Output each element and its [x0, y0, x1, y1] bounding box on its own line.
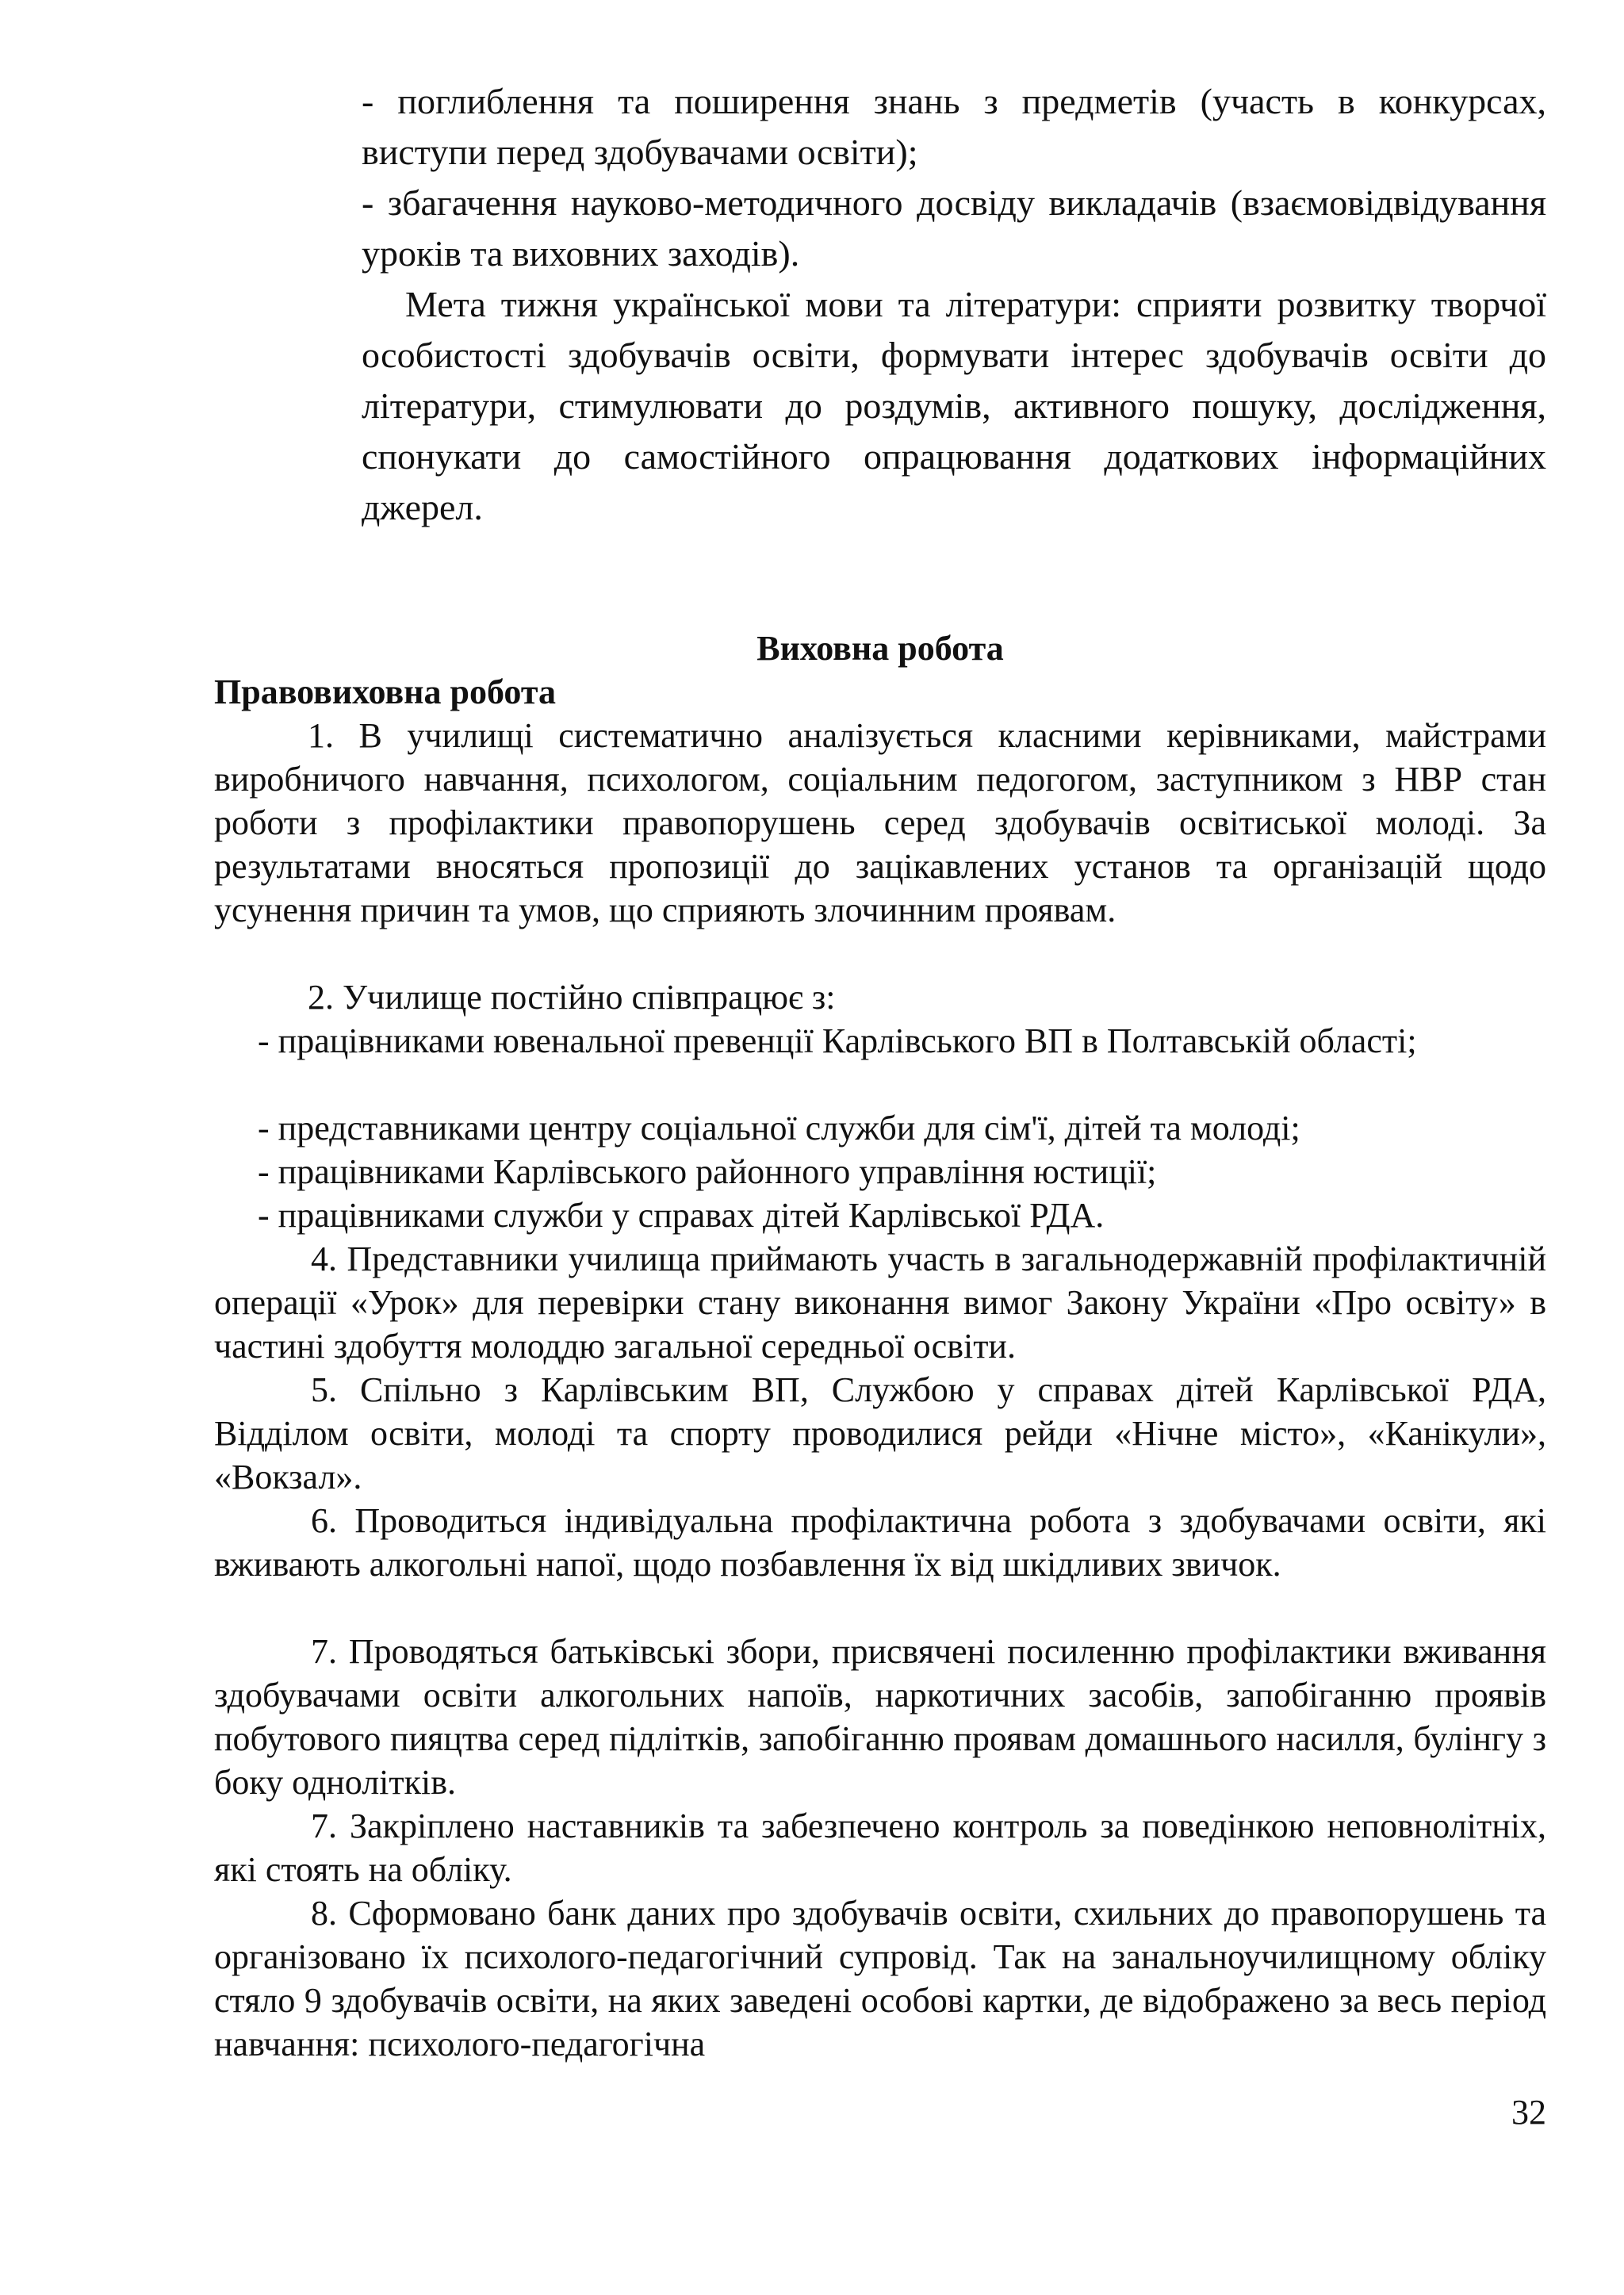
list-item-2: - представниками центру соціальної служби для сім'ї, дітей та молоді;: [258, 1109, 1300, 1148]
paragraph-4: 4. Представники училища приймають участь в загальнодержавній профілактичній операції «Урок» для перевірки стану виконання вимог Закону України «Про освіту» в частині здобуття молоддю загальної середньої освіти.: [214, 1239, 1546, 1366]
paragraph-2: 2. Училище постійно співпрацює з:: [308, 978, 836, 1017]
paragraph-1: 1. В училищі систематично аналізується класними керівниками, майстрами виробничого навчання, психологом, соціальним педогогом, заступником з НВР стан роботи з профілактики правопорушень серед здобувачів освітиської молоді. За результатами вносяться пропозиції до зацікавлених установ та організацій щодо усунення причин та умов, що сприяють злочинним проявам.: [214, 716, 1546, 929]
intro-item-1: - поглиблення та поширення знань з предметів (участь в конкурсах, виступи перед здобувачами освіти);: [362, 81, 1546, 172]
paragraph-5: 5. Спільно з Карлівським ВП, Службою у справах дітей Карлівської РДА, Відділом освіти, молоді та спорту проводилися рейди «Нічне місто», «Канікули», «Вокзал».: [214, 1370, 1546, 1496]
paragraph-6: 6. Проводиться індивідуальна профілактична робота з здобувачами освіти, які вживають алкогольні напої, щодо позбавлення їх від шкідливих звичок.: [214, 1501, 1546, 1584]
paragraph-7b: 7. Закріплено наставників та забезпечено контроль за поведінкою неповнолітніх, які стоять на обліку.: [214, 1806, 1546, 1889]
section-title: Виховна робота: [756, 629, 1004, 668]
list-item-4: - працівниками служби у справах дітей Карлівської РДА.: [258, 1196, 1105, 1235]
intro-goal-paragraph: Мета тижня української мови та літератури: сприяти розвитку творчої особистості здобувачів освіти, формувати інтерес здобувачів освіти до літератури, стимулювати до роздумів, активного пошуку, дослідження, спонукати до самостійного опрацювання додаткових інформаційних джерел.: [362, 284, 1546, 527]
paragraph-7a: 7. Проводяться батьківські збори, присвячені посиленню профілактики вживання здобувачами освіти алкогольних напоїв, наркотичних засобів, запобіганню проявів побутового пияцтва серед підлітків, запобіганню проявам домашнього насилля, булінгу з боку однолітків.: [214, 1632, 1546, 1802]
intro-item-2: - збагачення науково-методичного досвіду викладачів (взаємовідвідування уроків та виховних заходів).: [362, 182, 1546, 274]
list-item-3: - працівниками Карлівського районного управління юстиції;: [258, 1152, 1157, 1191]
page-number: 32: [1511, 2093, 1546, 2132]
section-subtitle: Правовиховна робота: [214, 672, 556, 711]
list-item-1: - працівниками ювенальної превенції Карлівського ВП в Полтавській області;: [258, 1021, 1417, 1060]
paragraph-8: 8. Сформовано банк даних про здобувачів освіти, схильних до правопорушень та організовано їх психолого-педагогічний супровід. Так на занальноучилищному обліку стяло 9 здобувачів освіти, на яких заведені особові картки, де відображено за весь період навчання: психолого-педагогічна: [214, 1894, 1546, 2063]
